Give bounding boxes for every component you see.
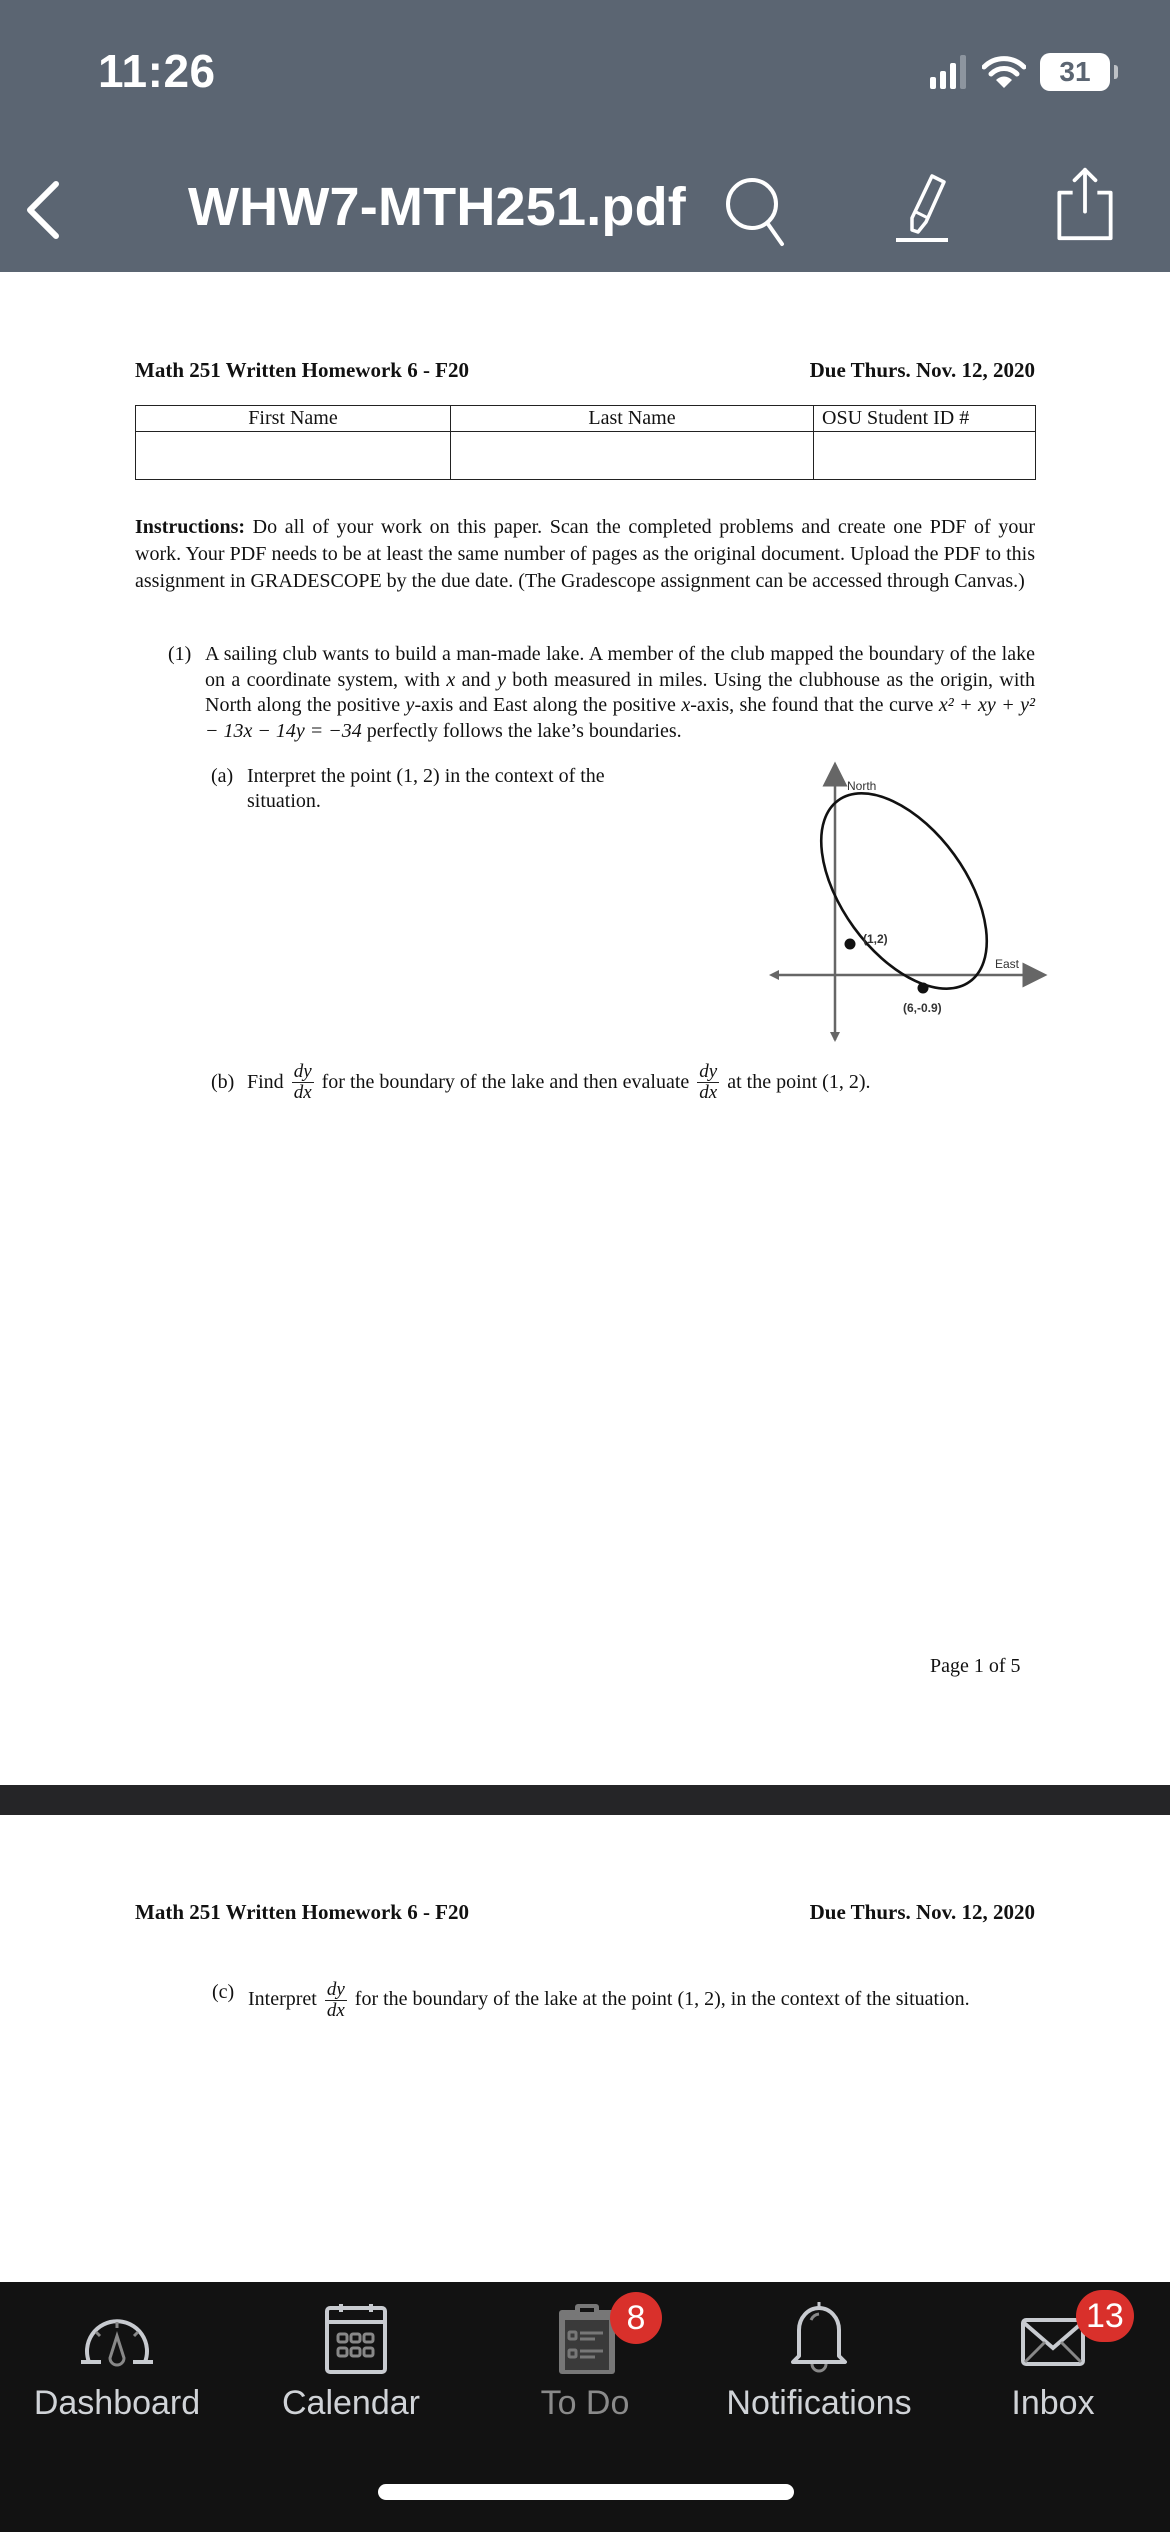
instructions xyxy=(135,514,1035,595)
last-name-cell xyxy=(451,432,814,480)
calendar-icon xyxy=(311,2302,391,2376)
north-label: North xyxy=(847,779,877,793)
back-icon[interactable] xyxy=(18,178,68,242)
todo-count-badge: 8 xyxy=(610,2292,662,2344)
pdf-page-1[interactable] xyxy=(0,272,1170,1785)
first-name-cell xyxy=(136,432,451,480)
column-student-id: OSU Student ID # xyxy=(814,406,1036,432)
part-c: (c) Interpret $\frac{dy}{dx}$ for the boundary of the lake at the point (1, 2), in the context of the situation. xyxy=(212,1979,970,2021)
tab-calendar[interactable] xyxy=(234,2282,468,2432)
due-date: Due Thurs. Nov. 12, 2020 xyxy=(809,358,1035,382)
part-c-label: (c) xyxy=(212,1981,235,2003)
problem-number: (1) xyxy=(168,643,192,665)
tab-label: To Do xyxy=(540,2384,630,2422)
part-a-text: Interpret the point (1, 2) in the context of the situation. xyxy=(247,765,605,812)
part-b: (b) Find $\frac{dy}{dx}$ for the boundary of the lake and then evaluate $\frac{dy}{dx}$ at the point (1, 2). xyxy=(211,1061,871,1103)
point-2-label: (6,-0.9) xyxy=(903,1001,942,1015)
problem-1 xyxy=(168,642,1035,744)
problem-text: A sailing club wants to build a man-made lake. A member of the club mapped the boundary of the lake on a coordinate system, with x and y both measured in miles. Using the clubhouse as the origin, with North along the positive y-axis and East along the positive x-axis, she found that the curve x² + xy + y² − 13x − 14y = −34 perfectly follows the lake’s boundaries. xyxy=(205,643,1035,742)
course-title: Math 251 Written Homework 6 - F20 xyxy=(135,1900,470,1924)
lake-boundary-graph xyxy=(755,760,1055,1045)
point-1-label: (1,2) xyxy=(863,932,888,946)
tab-notifications[interactable] xyxy=(702,2282,936,2432)
status-icons xyxy=(930,52,1110,92)
part-a-label: (a) xyxy=(211,765,234,787)
page-number: Page 1 of 5 xyxy=(930,1655,1021,1677)
search-icon[interactable] xyxy=(722,172,792,248)
battery-level: 31 xyxy=(1059,56,1091,87)
tab-label: Inbox xyxy=(1011,2384,1095,2422)
pdf-page-2[interactable] xyxy=(0,1815,1170,2282)
tab-label: Notifications xyxy=(726,2384,912,2422)
instructions-label: Instructions: xyxy=(135,516,246,538)
status-time: 11:26 xyxy=(98,45,216,97)
tab-label: Calendar xyxy=(282,2384,420,2422)
home-indicator[interactable] xyxy=(378,2484,794,2500)
document-title: WHW7-MTH251.pdf xyxy=(188,177,686,237)
course-title: Math 251 Written Homework 6 - F20 xyxy=(135,358,470,382)
bell-icon xyxy=(779,2302,859,2376)
dy-dx-fraction: $\frac{dy}{dx}$ xyxy=(293,1061,312,1103)
page-header xyxy=(135,1900,1035,1925)
page-separator xyxy=(0,1785,1170,1815)
wifi-icon xyxy=(982,55,1026,89)
tab-dashboard[interactable] xyxy=(0,2282,234,2432)
part-b-label: (b) xyxy=(211,1071,235,1093)
due-date: Due Thurs. Nov. 12, 2020 xyxy=(809,1900,1035,1924)
student-info-table xyxy=(135,405,1036,480)
instructions-text: Do all of your work on this paper. Scan the completed problems and create one PDF of your work. Your PDF needs to be at least the same number of pages as the original document. Upload the PDF to this assignment in GRADESCOPE by the due date. (The Gradescope assignment can be accessed through Canvas.) xyxy=(135,516,1035,592)
dy-dx-fraction: $\frac{dy}{dx}$ xyxy=(699,1061,718,1103)
part-a xyxy=(211,764,641,814)
east-label: East xyxy=(995,957,1020,971)
column-first-name: First Name xyxy=(136,406,451,432)
dy-dx-fraction: $\frac{dy}{dx}$ xyxy=(326,1979,345,2021)
battery-icon xyxy=(1040,53,1110,91)
signal-icon xyxy=(930,55,968,89)
tab-todo[interactable] xyxy=(468,2282,702,2432)
column-last-name: Last Name xyxy=(451,406,814,432)
markup-highlighter-icon[interactable] xyxy=(890,172,960,248)
page-header xyxy=(135,358,1035,383)
student-id-cell xyxy=(814,432,1036,480)
pdf-nav-bar xyxy=(0,150,1170,260)
tab-label: Dashboard xyxy=(33,2384,201,2422)
dashboard-gauge-icon xyxy=(77,2302,157,2376)
tab-inbox[interactable] xyxy=(936,2282,1170,2432)
curve-equation: x² + xy + y² − 13x − 14y = −34 xyxy=(205,694,1035,742)
share-icon[interactable] xyxy=(1050,166,1120,242)
inbox-count-badge: 13 xyxy=(1076,2290,1134,2342)
top-bar xyxy=(0,0,1170,272)
